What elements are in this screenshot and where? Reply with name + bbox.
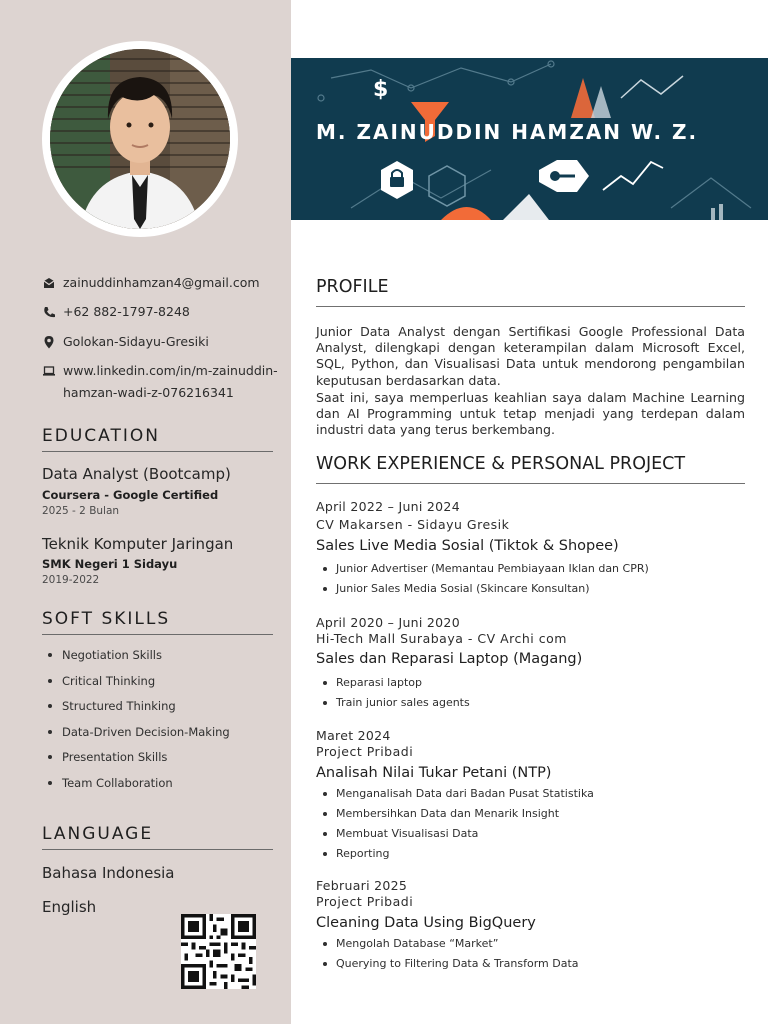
list-item: Negotiation Skills (42, 646, 230, 672)
work-company: CV Makarsen - Sidayu Gresik (316, 517, 510, 532)
work-date: April 2022 – Juni 2024 (316, 499, 460, 514)
education-institution: SMK Negeri 1 Sidayu (42, 557, 178, 571)
language-heading: LANGUAGE (42, 824, 273, 850)
candidate-name: M. ZAINUDDIN HAMZAN W. Z. (316, 120, 699, 144)
phone-icon (42, 305, 56, 319)
sidebar (0, 0, 291, 1024)
list-item: Critical Thinking (42, 672, 230, 698)
phone-text: +62 882-1797-8248 (63, 304, 190, 319)
linkedin-text: www.linkedin.com/in/m-zainuddin- hamzan-wadi-z-076216341 (63, 363, 278, 400)
trend-line-icon (603, 162, 663, 190)
dollar-icon (373, 77, 388, 102)
list-item: Team Collaboration (42, 774, 230, 800)
list-item: Reporting (316, 846, 594, 866)
list-item: Mengolah Database “Market” (316, 936, 579, 956)
header-banner (291, 58, 768, 220)
svg-text:$: $ (373, 77, 389, 102)
work-title: Cleaning Data Using BigQuery (316, 915, 536, 931)
work-heading: WORK EXPERIENCE & PERSONAL PROJECT (316, 454, 745, 484)
work-date: April 2020 – Juni 2020 (316, 615, 460, 630)
work-date: Februari 2025 (316, 878, 408, 893)
work-bullets (316, 786, 594, 866)
work-title: Sales dan Reparasi Laptop (Magang) (316, 651, 583, 667)
list-item: Junior Advertiser (Memantau Pembiayaan Iklan dan CPR) (316, 561, 649, 581)
work-bullets (316, 936, 579, 976)
key-icon (539, 160, 589, 192)
work-company: Project Pribadi (316, 744, 414, 759)
qr-code-icon[interactable] (180, 914, 257, 989)
education-title: Data Analyst (Bootcamp) (42, 465, 231, 483)
map-pin-icon (42, 335, 56, 349)
work-title: Sales Live Media Sosial (Tiktok & Shopee) (316, 538, 619, 554)
location-text: Golokan-Sidayu-Gresiki (63, 334, 209, 349)
work-bullets (316, 561, 649, 601)
education-date: 2025 - 2 Bulan (42, 505, 120, 517)
education-date: 2019-2022 (42, 574, 100, 586)
profile-photo (42, 41, 238, 237)
profile-paragraph: Junior Data Analyst dengan Sertifikasi Google Professional Data Analyst, dilengkapi dengan keterampilan dalam Microsoft Excel, SQL, Python, dan Visualisasi Data untuk mendorong pengambilan keputusan berdasarkan data. (316, 324, 745, 388)
list-item: Structured Thinking (42, 697, 230, 723)
work-date: Maret 2024 (316, 728, 391, 743)
work-title: Analisah Nilai Tukar Petani (NTP) (316, 765, 552, 781)
language-item: Bahasa Indonesia (42, 864, 175, 882)
list-item: Reparasi laptop (316, 675, 470, 695)
profile-heading: PROFILE (316, 277, 745, 307)
language-item: English (42, 898, 97, 916)
lock-icon (381, 161, 413, 199)
soft-skills-list (42, 646, 230, 799)
list-item: Presentation Skills (42, 748, 230, 774)
list-item: Junior Sales Media Sosial (Skincare Konsultan) (316, 581, 649, 601)
education-title: Teknik Komputer Jaringan (42, 535, 234, 553)
list-item: Train junior sales agents (316, 695, 470, 715)
profile-paragraph: Saat ini, saya memperluas keahlian saya dalam Machine Learning dan AI Programming untuk tetap menjadi yang terdepan dalam industri data yang terus berkembang. (316, 390, 745, 438)
email-text: zainuddinhamzan4@gmail.com (63, 275, 260, 290)
work-company: Project Pribadi (316, 894, 414, 909)
list-item: Membuat Visualisasi Data (316, 826, 594, 846)
work-bullets (316, 675, 470, 715)
work-company: Hi-Tech Mall Surabaya - CV Archi com (316, 631, 567, 646)
list-item: Querying to Filtering Data & Transform Data (316, 956, 579, 976)
soft-skills-heading: SOFT SKILLS (42, 609, 273, 635)
list-item: Data-Driven Decision-Making (42, 723, 230, 749)
envelope-icon (42, 276, 56, 290)
list-item: Menganalisah Data dari Badan Pusat Statistika (316, 786, 594, 806)
list-item: Membersihkan Data dan Menarik Insight (316, 806, 594, 826)
education-heading: EDUCATION (42, 426, 273, 452)
laptop-icon (42, 364, 56, 378)
education-institution: Coursera - Google Certified (42, 488, 219, 502)
